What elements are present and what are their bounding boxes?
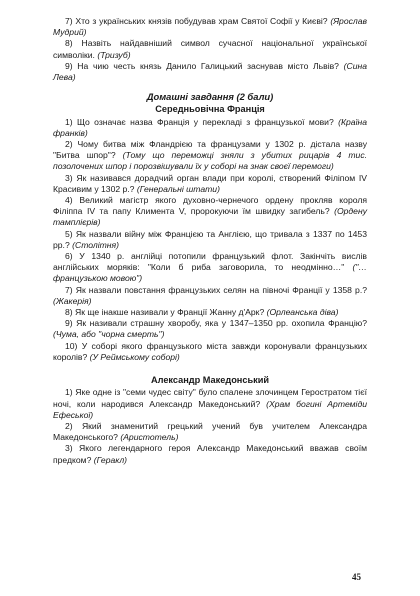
question-item: [53, 307, 367, 318]
page-number: 45: [352, 572, 361, 582]
answer-text: (Храм богині Артеміди Ефеської): [53, 398, 367, 420]
answer-text: (Тризуб): [97, 49, 131, 60]
intro-item: [53, 16, 367, 38]
answer-text: (Тому що переможці зняли з убитих рицарів 4 тис. позолочених шпор і порозвішували їх у соборі на знак своєї перемоги): [53, 150, 368, 172]
answer-text: (Сина Лева): [53, 60, 367, 83]
question-text: 4) Великий магістр якого духовно-чернечого ордену прокляв короля Філіппа IV та папу Климента V, пророкуючи їм швидку загибель?: [53, 195, 367, 217]
question-item: [53, 229, 367, 251]
page-content: [53, 16, 367, 466]
answer-text: (Ярослав Мудрий): [53, 16, 368, 38]
answer-text: (Аристотель): [120, 432, 179, 443]
question-text: 1) Яке одне із "семи чудес світу" було спалене злочинцем Геростратом тієї ночі, коли народився Александр Македонський?: [53, 387, 367, 409]
answer-text: ("…французькою мовою"): [53, 262, 367, 284]
question-item: [53, 117, 367, 139]
intro-item: [53, 38, 367, 60]
answer-text: (Жакерія): [53, 295, 92, 306]
question-text: 2) Чому битва між Фландрією та французами у 1302 р. дістала назву "Битва шпор"?: [53, 139, 367, 161]
answer-text: (Чума, або "чорна смерть"): [53, 329, 165, 340]
answer-text: (Ордену тамплієрів): [53, 206, 367, 228]
question-text: 9) На чию честь князь Данило Галицький заснував місто Львів?: [65, 60, 339, 71]
question-item: [53, 195, 367, 229]
answer-text: (У Реймському соборі): [89, 351, 180, 362]
question-text: 3) Як називався дорадчий орган влади при королі, створений Філіпом IV Красивим у 1302 р.?: [53, 172, 367, 194]
question-text: 7) Хто з українських князів побудував храм Святої Софії у Києві?: [65, 16, 328, 26]
question-text: 3) Якого легендарного героя Александр Македонський вважав своїм предком?: [53, 443, 367, 465]
medieval-france-title: Середньовічна Франція: [155, 104, 265, 115]
question-text: 1) Що означає назва Франція у перекладі з французької мови?: [65, 116, 334, 127]
question-item: [53, 318, 367, 340]
answer-text: (Генеральні штати): [136, 183, 220, 194]
question-item: [53, 387, 367, 421]
answer-text: (Геракл): [93, 454, 128, 465]
question-text: 8) Як ще інакше називали у Франції Жанну д'Арк?: [65, 307, 265, 318]
question-item: [53, 285, 367, 307]
intro-item: [53, 61, 367, 83]
homework-title: Домашні завдання (2 бали): [146, 91, 274, 103]
answer-text: (Орлеанська діва): [266, 307, 339, 318]
question-text: 5) Як назвали війну між Францією та Англією, що тривала з 1337 по 1453 рр.?: [53, 228, 367, 250]
question-item: [53, 173, 367, 195]
question-text: 7) Як назвали повстання французьких селян на півночі Франції у 1358 р.?: [65, 284, 367, 295]
answer-text: (Країна франків): [53, 116, 367, 138]
question-text: 9) Як називали страшну хворобу, яка у 1347–1350 рр. охопила Францію?: [65, 318, 367, 329]
question-item: [53, 421, 367, 443]
question-item: [53, 443, 367, 465]
question-item: [53, 251, 367, 285]
question-text: 2) Який знаменитий грецький учений був учителем Александра Македонського?: [53, 420, 367, 443]
answer-text: (Столітня): [72, 239, 119, 250]
question-text: 10) У соборі якого французького міста завжди коронували французьких королів?: [53, 340, 367, 362]
question-item: [53, 341, 367, 363]
question-text: 8) Назвіть найдавніший символ сучасної національної української символіки.: [53, 38, 367, 60]
question-item: [53, 139, 367, 173]
alexander-title: Александр Македонський: [150, 375, 270, 386]
question-text: 6) У 1340 р. англійці потопили французький флот. Закінчіть вислів англійських моряків: "Коли б риба заговорила, то неодмінно…": [53, 251, 367, 273]
